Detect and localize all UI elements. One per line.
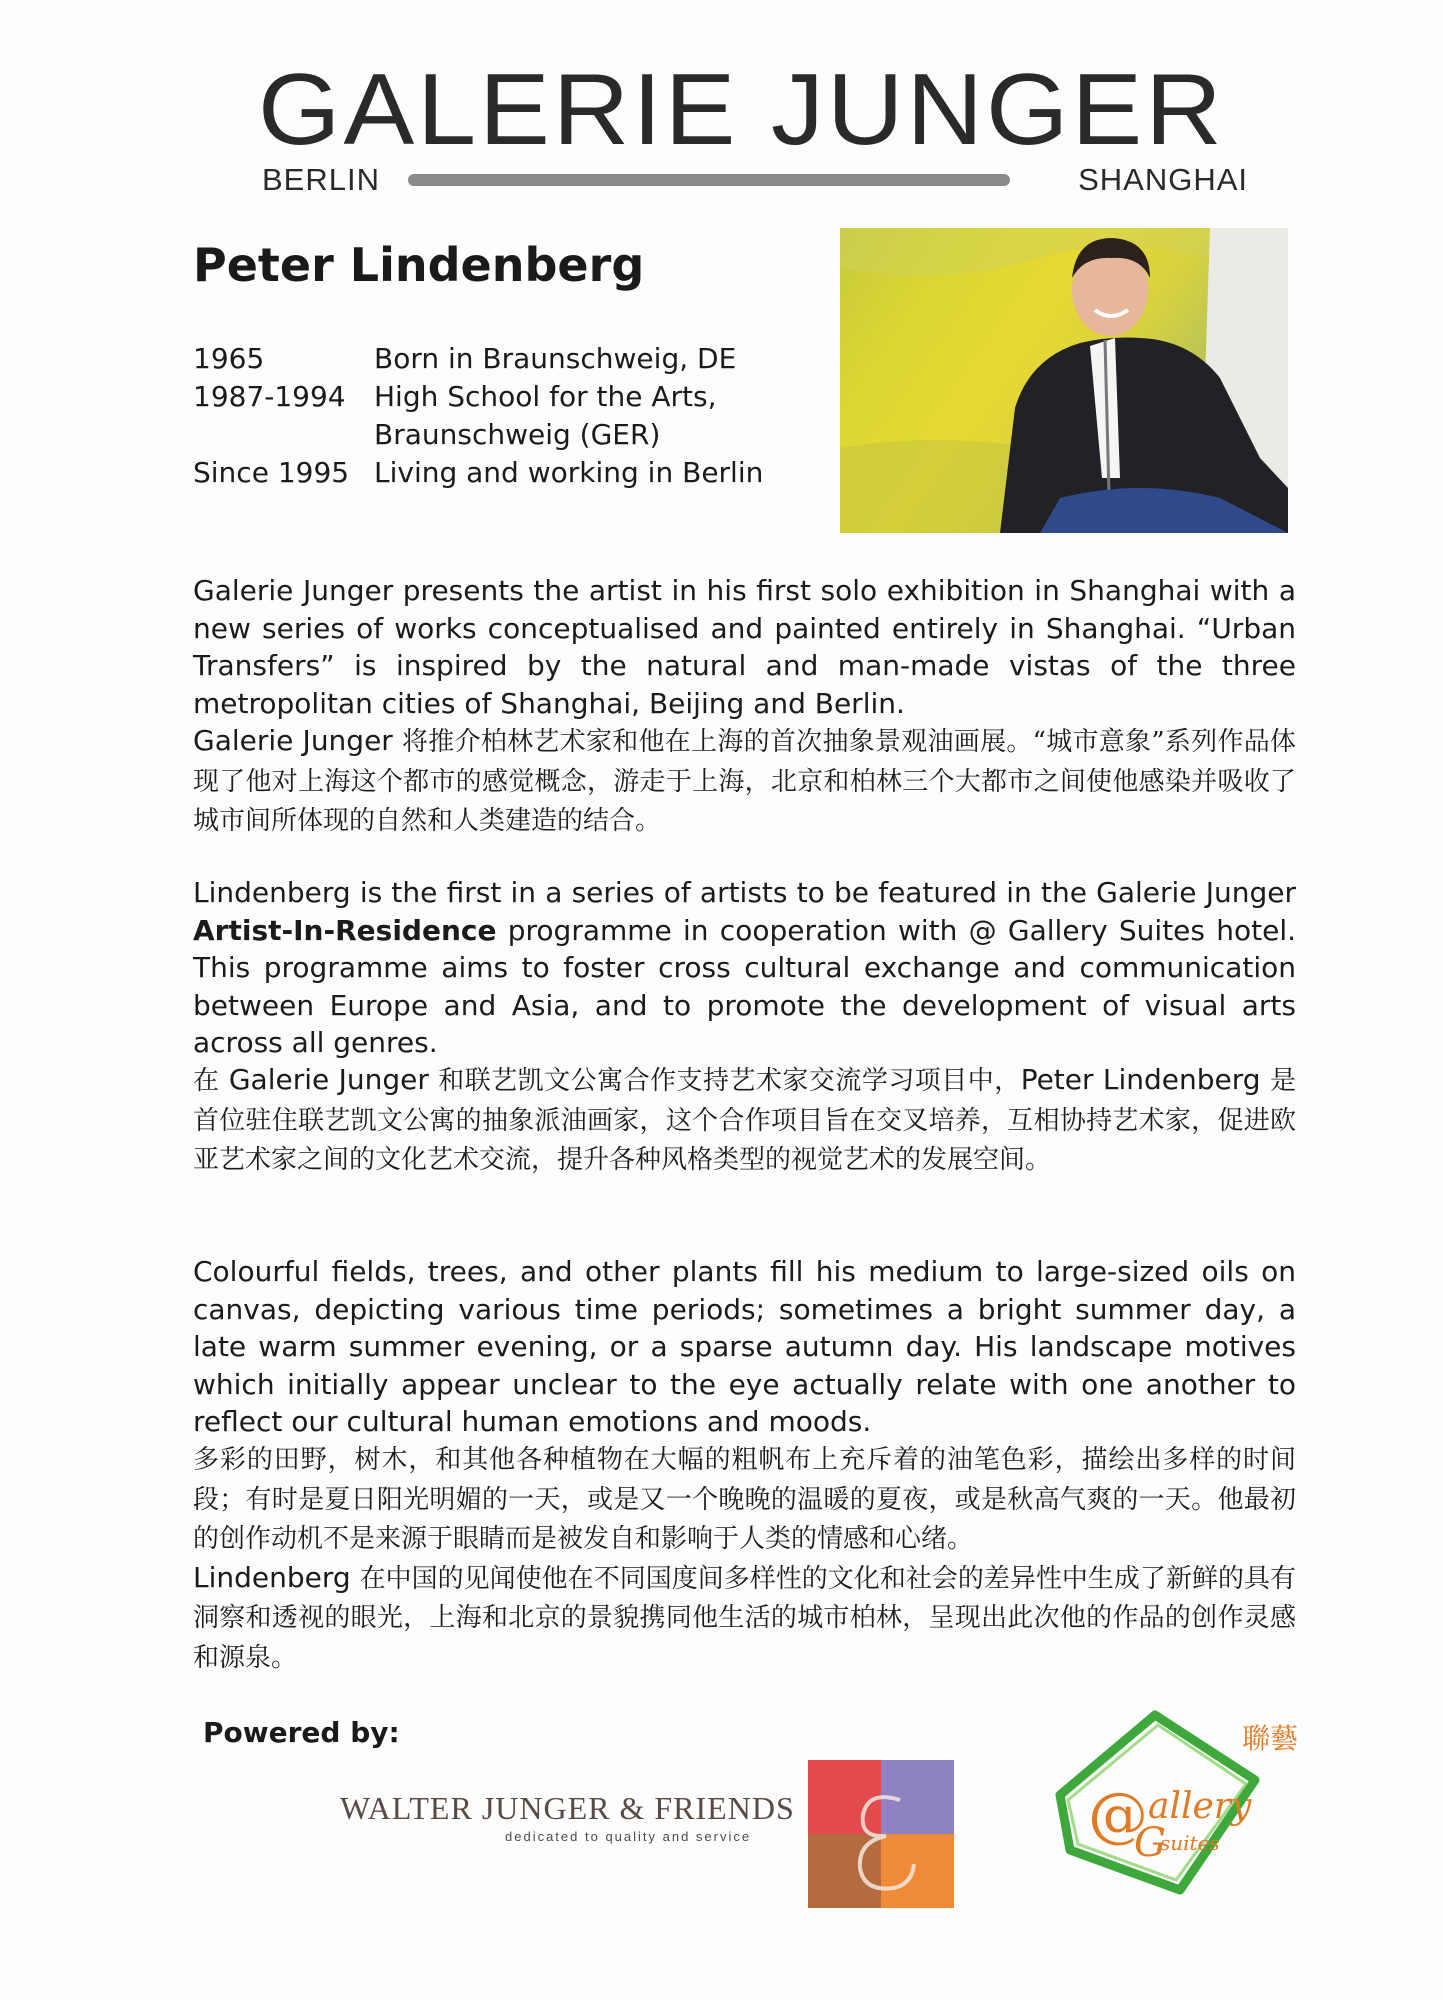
residence-programme-name: Artist-In-Residence [193, 913, 497, 947]
artist-name-inline: Peter Lindenberg [1020, 1063, 1261, 1096]
wjf-name: WALTER JUNGER & FRIENDS [340, 1790, 795, 1826]
works-cn-part: 多彩的田野，树木，和其他各种植物在大幅的粗帆布上充斥着的油笔色彩，描绘出多样的时间段；有时是夏日阳光明媚的一天，或是又一个晚晚的温暖的夏夜，或是秋高气爽的一天。他最初的创作动机不是来源于眼睛而是被发自和影响于人类的情感和心绪。 [193, 1445, 1296, 1554]
gs-g-initial: G [1134, 1820, 1166, 1866]
wjf-tagline: dedicated to quality and service [505, 1829, 752, 1844]
artist-photo [840, 228, 1288, 533]
works-paragraph-en: Colourful fields, trees, and other plants fill his medium to large-sized oils on canvas, depicting various time periods; sometimes a bright summer day, a late warm summer evening, or a sparse autumn day. His landscape motives which initially appear unclear to the eye actually relate with one another to reflect our cultural human emotions and moods. [193, 1255, 1296, 1438]
gallery-name: GALERIE JUNGER [258, 53, 1225, 166]
intro-paragraph-cn [193, 722, 1296, 841]
gs-suites-word: suites [1160, 1831, 1220, 1855]
bio-text: Living and working in Berlin [374, 456, 764, 489]
powered-by-label: Powered by: [203, 1716, 400, 1749]
bio-row [193, 454, 763, 492]
residence-cn-part: 和联艺凯文公寓合作支持艺术家交流学习项目中， [438, 1066, 1021, 1096]
gs-at-sign: @ [1088, 1780, 1148, 1850]
bio-text: High School for the Arts, Braunschweig (GER) [374, 380, 717, 451]
gallery-name-inline: Galerie Junger [228, 1063, 429, 1096]
works-cn-part: 在中国的见闻使他在不同国度间多样性的文化和社会的差异性中生成了新鲜的具有洞察和透视的眼光，上海和北京的景貌携同他生活的城市柏林，呈现出此次他的作品的创作灵感和源泉。 [193, 1563, 1296, 1673]
artist-name-inline: Lindenberg [193, 1560, 351, 1594]
gallery-name-inline: Galerie Junger [193, 724, 393, 757]
city-berlin: BERLIN [262, 162, 380, 197]
residence-cn-part: 在 [193, 1066, 220, 1096]
walter-junger-friends-logo [340, 1790, 795, 1844]
bio-text: Born in Braunschweig, DE [374, 342, 737, 375]
bio-row [193, 378, 763, 454]
residence-text-en-lead: Lindenberg is the first in a series of artists to be featured in the Galerie Junger [193, 876, 1296, 909]
residence-paragraph-en [193, 874, 1296, 1062]
residence-cn-part: 是首位驻住联艺凯文公寓的抽象派油画家，这个合作项目旨在交叉培养，互相协持艺术家，促进欧亚艺术家之间的文化艺术交流，提升各种风格类型的视觉艺术的发展空间。 [193, 1066, 1296, 1175]
gallery-suites-logo [1040, 1700, 1300, 1920]
city-divider-bar [408, 174, 1010, 186]
gs-cn-mark: 聯藝 [1242, 1722, 1299, 1755]
bio-year: 1965 [193, 342, 265, 375]
gallery-suites-graphic [1040, 1700, 1300, 1920]
gs-gallery-word: allery [1148, 1786, 1252, 1827]
masthead [258, 53, 1248, 197]
works-paragraph-cn [193, 1440, 1296, 1677]
intro-paragraph-en: Galerie Junger presents the artist in his first solo exhibition in Shanghai with a new series of works conceptualised and painted entirely in Shanghai. “Urban Transfers” is inspired by the natural and man-made vistas of the three metropolitan cities of Shanghai, Beijing and Berlin. [193, 574, 1296, 720]
bio-year: Since 1995 [193, 456, 350, 489]
city-shanghai: SHANGHAI [1078, 162, 1248, 197]
artist-photo-illustration [840, 228, 1288, 533]
ampersand-tile-logo [808, 1760, 954, 1908]
residence-paragraph-cn [193, 1061, 1296, 1180]
artist-name: Peter Lindenberg [193, 238, 645, 292]
bio-row [193, 340, 763, 378]
residence-text-en-tail: programme in cooperation with @ Gallery Suites hotel. This programme aims to foster cross cultural exchange and communication between Europe and Asia, and to promote the development of visual arts across all genres. [193, 913, 1297, 1059]
intro-text-cn: 将推介柏林艺术家和他在上海的首次抽象景观油画展。“城市意象”系列作品体现了他对上海这个都市的感觉概念，游走于上海，北京和柏林三个大都市之间使他感染并吸收了城市间所体现的自然和人类建造的结合。 [193, 727, 1297, 836]
city-row [258, 160, 1248, 200]
ampersand-tile-graphic [808, 1760, 954, 1908]
bio-year: 1987-1994 [193, 380, 346, 413]
artist-bio [193, 340, 763, 492]
